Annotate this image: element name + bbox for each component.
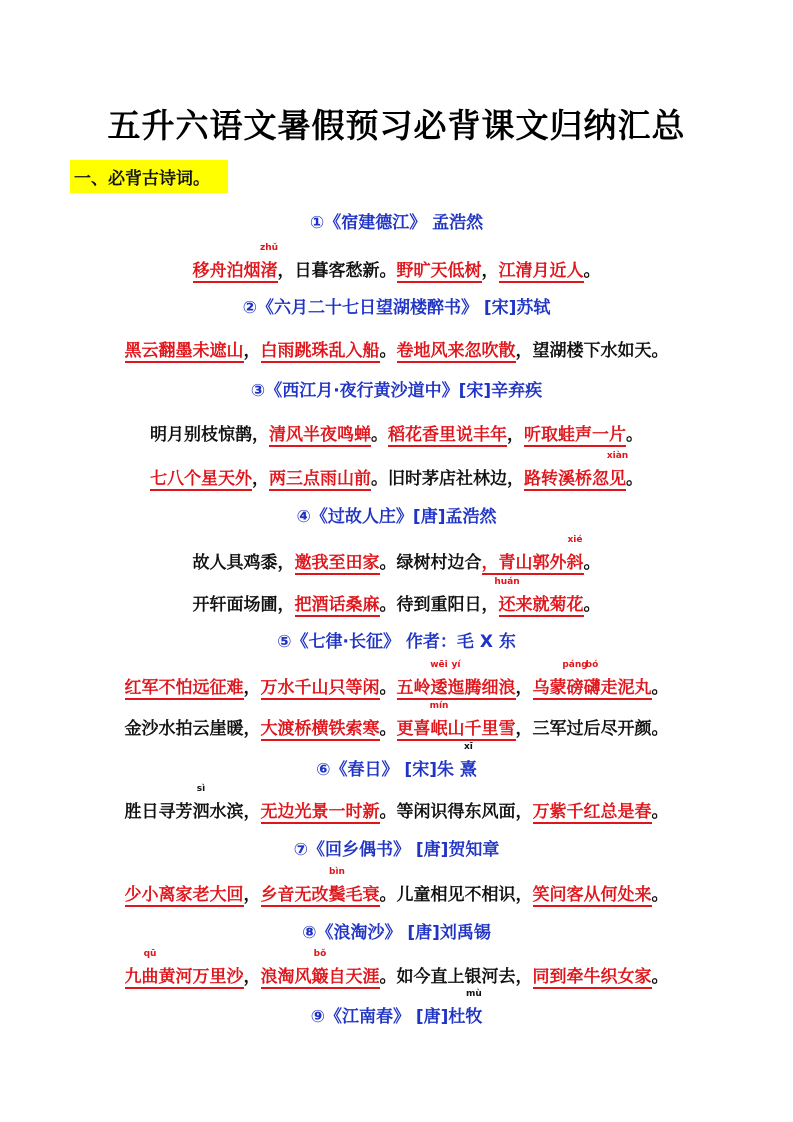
poem-2-line-1: 黑云翻墨未遮山，白雨跳珠乱入船。卷地风来忽吹散，望湖楼下水如天。 (124, 341, 669, 361)
poem-8-line-1: 九 qū 曲黄河万里沙，浪淘风 bǒ 簸自天涯。如今直上银河去，同到牵牛织女家。 (124, 949, 669, 987)
poem-5-line-2: 金沙水拍云崖暖，大渡桥横铁索寒。更喜 mín 岷山千里雪，三军过后尽开颜。 (124, 701, 669, 739)
poem-6-line-1: 胜日寻芳 sì 泗水滨，无边光景一时新。等闲识得东风面，万紫千红总是春。 (124, 784, 669, 822)
poem-title-4: ④《过故人庄》[唐]孟浩然 (296, 507, 497, 527)
poem-3-line-2: 七八个星天外，两三点雨山前。旧时茅店社林边，路转溪桥忽 xiàn 见。 (150, 451, 643, 489)
poem-title-6: ⑥《春日》 [宋]朱 xī 熹 (316, 742, 477, 780)
poem-title-2: ②《六月二十七日望湖楼醉书》 [宋]苏轼 (242, 298, 551, 318)
poem-title-7: ⑦《回乡偶书》 [唐]贺知章 (293, 840, 500, 860)
poem-3-line-1: 明月别枝惊鹊，清风半夜鸣蝉。稻花香里说丰年，听取蛙声一片。 (150, 425, 643, 445)
poem-title-9: ⑨《江南春》 [唐]杜 mù 牧 (310, 989, 483, 1027)
poem-title-5: ⑤《七律·长征》 作者：毛 X 东 (277, 632, 516, 652)
poem-5-line-1: 红军不怕远征难，万水千山只等闲。五岭 wēi 逶 yí 迤腾细浪，乌蒙 páng 磅 bó 礴走泥丸。 (124, 660, 669, 698)
poem-4-line-1: 故人具鸡黍，邀我至田家。绿树村边合，青山郭外 xié 斜。 (192, 535, 601, 573)
poem-title-8: ⑧《浪淘沙》 [唐]刘禹锡 (302, 923, 491, 943)
section-heading: 一、必背古诗词。 (70, 160, 228, 193)
poem-title-1: ①《宿建德江》 孟浩然 (309, 213, 484, 233)
page-title: 五升六语文暑假预习必背课文归纳汇总 (107, 106, 686, 145)
poem-1-line-1: 移舟泊烟 zhǔ 渚，日暮客愁新。野旷天低树，江清月近人。 (192, 243, 601, 281)
poem-4-line-2: 开轩面场圃，把酒话桑麻。待到重阳日， huán 还来就菊花。 (192, 577, 601, 615)
poem-title-3: ③《西江月·夜行黄沙道中》[宋]辛弃疾 (250, 381, 543, 401)
poem-7-line-1: 少小离家老大回，乡音无改 bìn 鬓毛衰。儿童相见不相识，笑问客从何处来。 (124, 867, 669, 905)
